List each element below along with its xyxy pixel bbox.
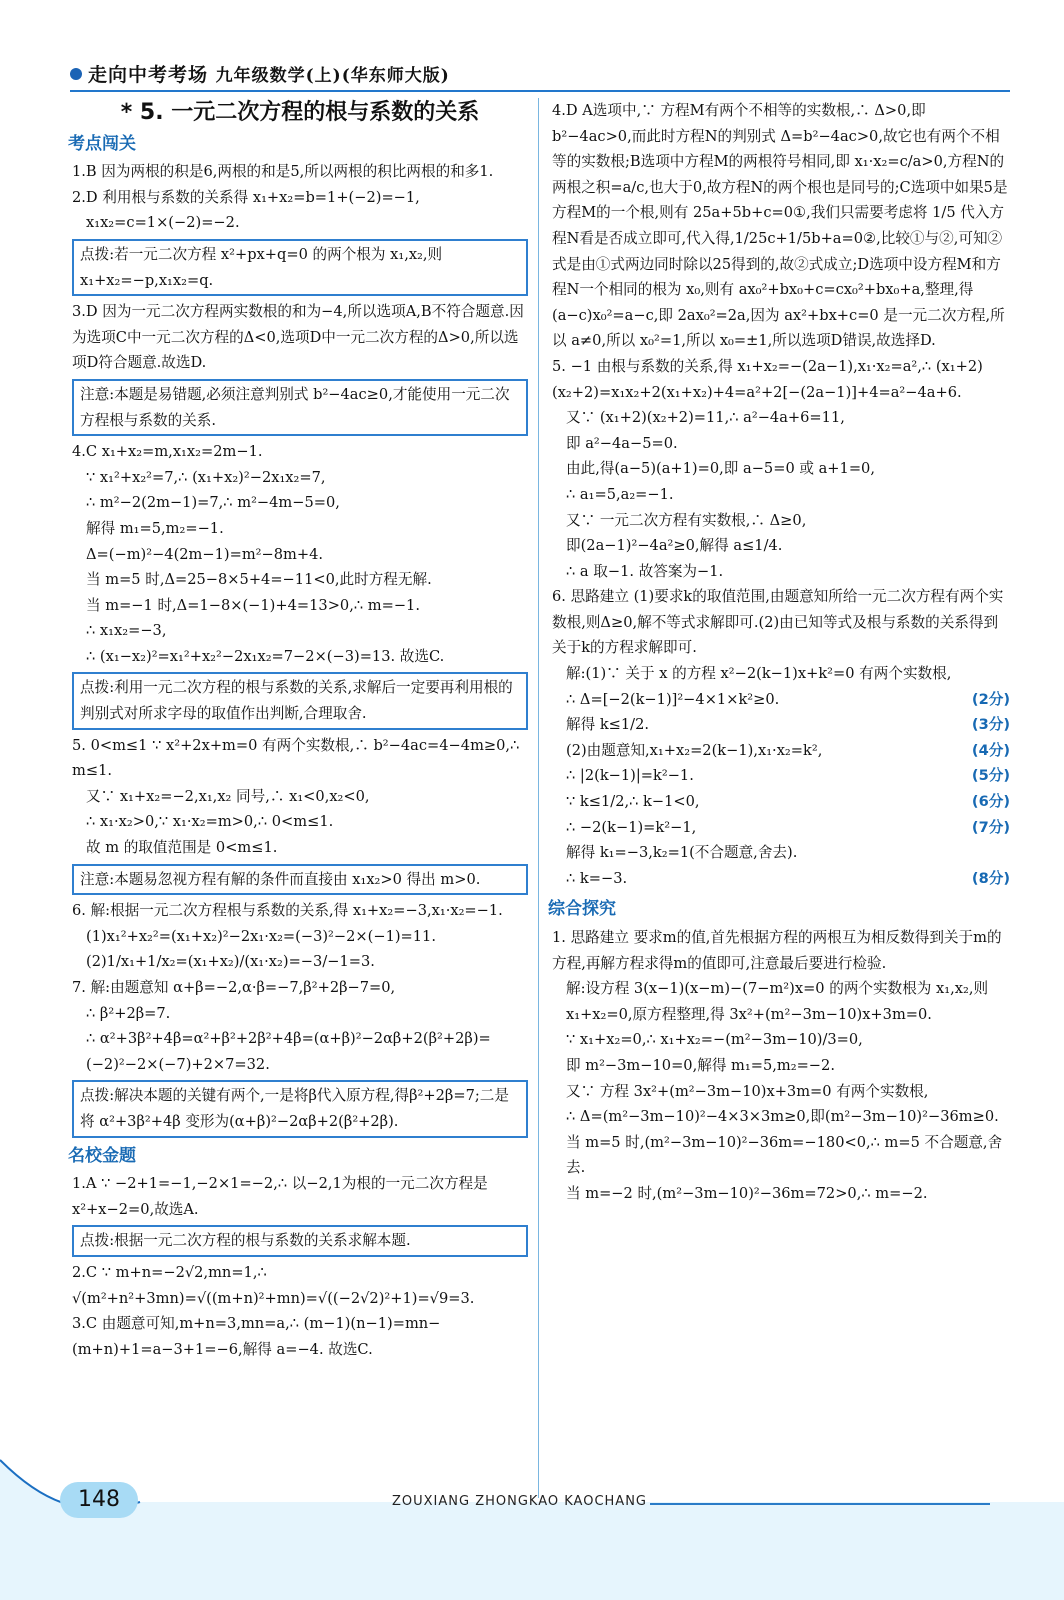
section-head-mingxiao: 名校金题 bbox=[68, 1145, 136, 1166]
tip-box-7: 点拨:解决本题的关键有两个,一是将β代入原方程,得β²+2β=7;二是将 α²+3β²+4β 变形为(α+β)²−2αβ+2(β²+2β). bbox=[72, 1080, 528, 1137]
footer-text: ZOUXIANG ZHONGKAO KAOCHANG bbox=[392, 1494, 647, 1509]
answer-7-line: ∴ β²+2β=7. bbox=[86, 1004, 171, 1022]
page-header bbox=[70, 60, 1010, 94]
answer-7-line: 7. 解:由题意知 α+β=−2,α·β=−7,β²+2β−7=0, bbox=[72, 979, 396, 996]
left-column bbox=[68, 98, 528, 1362]
answer-6-line: 6. 解:根据一元二次方程根与系数的关系,得 x₁+x₂=−3,x₁·x₂=−1. bbox=[72, 902, 503, 920]
column-divider bbox=[538, 98, 539, 1498]
tip-box-2: 点拨:若一元二次方程 x²+px+q=0 的两个根为 x₁,x₂,则 x₁+x₂=−p,x₁x₂=q. bbox=[72, 239, 528, 296]
header-title bbox=[88, 60, 450, 87]
answer-3: 3.D 因为一元二次方程两实数根的和为−4,所以选项A,B不符合题意.因为选项C中一元二次方程的Δ<0,选项D中一元二次方程的Δ>0,所以选项D符合题意.故选D. bbox=[72, 303, 524, 372]
answer-r6-step: ∴ −2(k−1)=k²−1, (7分) bbox=[552, 815, 1010, 841]
score-mark: (6分) bbox=[971, 793, 1010, 811]
answer-6-line: (1)x₁²+x₂²=(x₁+x₂)²−2x₁·x₂=(−3)²−2×(−1)=11. bbox=[86, 927, 436, 945]
answer-r5-line: 又∵ (x₁+2)(x₂+2)=11,∴ a²−4a+6=11, bbox=[566, 409, 845, 427]
note-box-3: 注意:本题是易错题,必须注意判别式 b²−4ac≥0,才能使用一元二次方程根与系数的关系. bbox=[72, 379, 528, 436]
page-number: 148 bbox=[60, 1482, 138, 1518]
answer-2-cont: x₁x₂=c=1×(−2)=−2. bbox=[86, 214, 240, 232]
answer-r6-step: ∴ k=−3. (8分) bbox=[552, 866, 1010, 892]
answer-1: 1.B 因为两根的积是6,两根的和是5,所以两根的积比两根的和多1. bbox=[72, 163, 494, 181]
answer-4-line: ∵ x₁²+x₂²=7,∴ (x₁+x₂)²−2x₁x₂=7, bbox=[86, 468, 326, 486]
answer-r5-line: 由此,得(a−5)(a+1)=0,即 a−5=0 或 a+1=0, bbox=[566, 460, 875, 478]
answer-4-line: 解得 m₁=5,m₂=−1. bbox=[86, 519, 224, 537]
answer-m1: 1.A ∵ −2+1=−1,−2×1=−2,∴ 以−2,1为根的一元二次方程是 x²+x−2=0,故选A. bbox=[72, 1175, 488, 1218]
answer-z1-line: ∵ x₁+x₂=0,∴ x₁+x₂=−(m²−3m−10)/3=0, bbox=[566, 1031, 863, 1049]
answer-z1-line: 即 m²−3m−10=0,解得 m₁=5,m₂=−2. bbox=[566, 1056, 835, 1074]
answer-r5-line: ∴ a 取−1. 故答案为−1. bbox=[566, 562, 724, 580]
answer-z1-line: 又∵ 方程 3x²+(m²−3m−10)x+3m=0 有两个实数根, bbox=[566, 1082, 929, 1100]
book-subtitle: 九年级数学(上)(华东师大版) bbox=[215, 66, 450, 86]
footer-rule bbox=[650, 1503, 990, 1505]
score-mark: (4分) bbox=[971, 741, 1010, 759]
answer-5-line: 5. 0<m≤1 ∵ x²+2x+m=0 有两个实数根,∴ b²−4ac=4−4m≥0,∴ m≤1. bbox=[72, 736, 520, 780]
answer-m3: 3.C 由题意可知,m+n=3,mn=a,∴ (m−1)(n−1)=mn−(m+n)+1=a−3+1=−6,解得 a=−4. 故选C. bbox=[72, 1315, 441, 1358]
score-mark: (3分) bbox=[971, 716, 1010, 734]
answer-7-line: ∴ α²+3β²+4β=α²+β²+2β²+4β=(α+β)²−2αβ+2(β²+2β)=(−2)²−2×(−7)+2×7=32. bbox=[86, 1030, 491, 1073]
answer-r6-step: ∵ k≤1/2,∴ k−1<0, (6分) bbox=[552, 789, 1010, 815]
answer-r6-step: 解:(1)∵ 关于 x 的方程 x²−2(k−1)x+k²=0 有两个实数根, bbox=[566, 665, 952, 683]
answer-2: 2.D 利用根与系数的关系得 x₁+x₂=b=1+(−2)=−1, bbox=[72, 188, 420, 206]
answer-z1-idea: 1. 思路建立 要求m的值,首先根据方程的两根互为相反数得到关于m的方程,再解方程求得m的值即可,注意最后要进行检验. bbox=[552, 929, 1002, 972]
answer-z1-line: 当 m=−2 时,(m²−3m−10)²−36m=72>0,∴ m=−2. bbox=[566, 1184, 928, 1202]
answer-4-line: 当 m=5 时,Δ=25−8×5+4=−11<0,此时方程无解. bbox=[86, 571, 432, 589]
answer-4-line: ∴ x₁x₂=−3, bbox=[86, 622, 167, 640]
answer-r5-line: 即 a²−4a−5=0. bbox=[566, 434, 678, 452]
answer-6-line: (2)1/x₁+1/x₂=(x₁+x₂)/(x₁·x₂)=−3/−1=3. bbox=[86, 953, 375, 971]
answer-4-line: 当 m=−1 时,Δ=1−8×(−1)+4=13>0,∴ m=−1. bbox=[86, 596, 420, 614]
answer-5-line: 又∵ x₁+x₂=−2,x₁,x₂ 同号,∴ x₁<0,x₂<0, bbox=[86, 787, 370, 805]
answer-r5-line: 又∵ 一元二次方程有实数根,∴ Δ≥0, bbox=[566, 511, 807, 529]
answer-r6-step: ∴ |2(k−1)|=k²−1. (5分) bbox=[552, 763, 1010, 789]
answer-r6-idea: 6. 思路建立 (1)要求k的取值范围,由题意知所给一元二次方程有两个实数根,则Δ≥0,解不等式求解即可.(2)由已知等式及根与系数的关系得到关于k的方程求解即可. bbox=[552, 588, 1004, 657]
book-title: 走向中考考场 bbox=[88, 64, 209, 86]
answer-5-line: 故 m 的取值范围是 0<m≤1. bbox=[86, 839, 278, 857]
score-mark: (8分) bbox=[971, 869, 1010, 887]
section-head-zonghe: 综合探究 bbox=[548, 899, 616, 920]
answer-r4: 4.D A选项中,∵ 方程M有两个不相等的实数根,∴ Δ>0,即 b²−4ac>0,而此时方程N的判别式 Δ=b²−4ac>0,故它也有两个不相等的实数根;B选项中方程M的两根符号相同,即 x₁·x₂=c/a>0,方程N的两根之积=a/c,也大于0,故方程N的两个根也是同号的;C选项中如果5是方程M的一个根,则有 25a+5b+c=0①,我们只需要考虑将 1/5 代入方程N看是否成立即可,代入得,1/25c+1/5b+a=0②,比较①与②,可知②式是由①式两边同时除以25得到的,故②式成立;D选项中设方程M和方程N一个相同的根为 x₀,则有 ax₀²+bx₀+c=cx₀²+bx₀+a,整理,得(a−c)x₀²=a−c,即 2ax₀²=2a,因为 ax²+bx+c=0 是一元二次方程,所以 a≠0,所以 x₀²=1,所以 x₀=±1,所以选项D错误,故选择D. bbox=[552, 102, 1008, 350]
note-box-5: 注意:本题易忽视方程有解的条件而直接由 x₁x₂>0 得出 m>0. bbox=[72, 864, 528, 896]
answer-r6-step: ∴ Δ=[−2(k−1)]²−4×1×k²≥0. (2分) bbox=[552, 687, 1010, 713]
answer-5-line: ∴ x₁·x₂>0,∵ x₁·x₂=m>0,∴ 0<m≤1. bbox=[86, 813, 334, 831]
answer-r5-line: 5. −1 由根与系数的关系,得 x₁+x₂=−(2a−1),x₁·x₂=a²,∴ (x₁+2)(x₂+2)=x₁x₂+2(x₁+x₂)+4=a²+2[−(2a−1)]+4=a²−4a+6. bbox=[552, 357, 983, 401]
score-mark: (7分) bbox=[971, 818, 1010, 836]
answer-z1-line: ∴ Δ=(m²−3m−10)²−4×3×3m≥0,即(m²−3m−10)²−36m≥0. bbox=[566, 1108, 999, 1126]
answer-r5-line: 即(2a−1)²−4a²≥0,解得 a≤1/4. bbox=[566, 537, 783, 555]
tip-box-m1: 点拨:根据一元二次方程的根与系数的关系求解本题. bbox=[72, 1225, 528, 1257]
right-column bbox=[548, 98, 1010, 1207]
answer-4-line: Δ=(−m)²−4(2m−1)=m²−8m+4. bbox=[86, 545, 324, 563]
answer-z1-line: 解:设方程 3(x−1)(x−m)−(7−m²)x=0 的两个实数根为 x₁,x₂,则 x₁+x₂=0,原方程整理,得 3x²+(m²−3m−10)x+3m=0. bbox=[566, 980, 989, 1023]
answer-m2: 2.C ∵ m+n=−2√2,mn=1,∴ √(m²+n²+3mn)=√((m+n)²+mn)=√((−2√2)²+1)=√9=3. bbox=[72, 1263, 475, 1307]
answer-r6-step: (2)由题意知,x₁+x₂=2(k−1),x₁·x₂=k², (4分) bbox=[552, 738, 1010, 764]
header-rule bbox=[70, 90, 1010, 92]
score-mark: (2分) bbox=[971, 690, 1010, 708]
score-mark: (5分) bbox=[971, 767, 1010, 785]
footer-wave-decoration bbox=[0, 1440, 1064, 1600]
answer-4-line: ∴ m²−2(2m−1)=7,∴ m²−4m−5=0, bbox=[86, 494, 340, 512]
answer-r5-line: ∴ a₁=5,a₂=−1. bbox=[566, 485, 674, 503]
answer-4-line: ∴ (x₁−x₂)²=x₁²+x₂²−2x₁x₂=7−2×(−3)=13. 故选C. bbox=[86, 647, 445, 665]
answer-r6-step: 解得 k₁=−3,k₂=1(不合题意,舍去). bbox=[566, 844, 798, 862]
section-head-kaodian: 考点闯关 bbox=[68, 133, 136, 154]
header-bullet-icon bbox=[70, 68, 82, 80]
answer-z1-line: 当 m=5 时,(m²−3m−10)²−36m=−180<0,∴ m=5 不合题意,舍去. bbox=[566, 1133, 1003, 1177]
answer-4-line: 4.C x₁+x₂=m,x₁x₂=2m−1. bbox=[72, 443, 263, 461]
section-title: * 5. 一元二次方程的根与系数的关系 bbox=[120, 100, 480, 125]
answer-r6-step: 解得 k≤1/2. (3分) bbox=[552, 712, 1010, 738]
tip-box-4: 点拨:利用一元二次方程的根与系数的关系,求解后一定要再利用根的判别式对所求字母的取值作出判断,合理取舍. bbox=[72, 672, 528, 729]
